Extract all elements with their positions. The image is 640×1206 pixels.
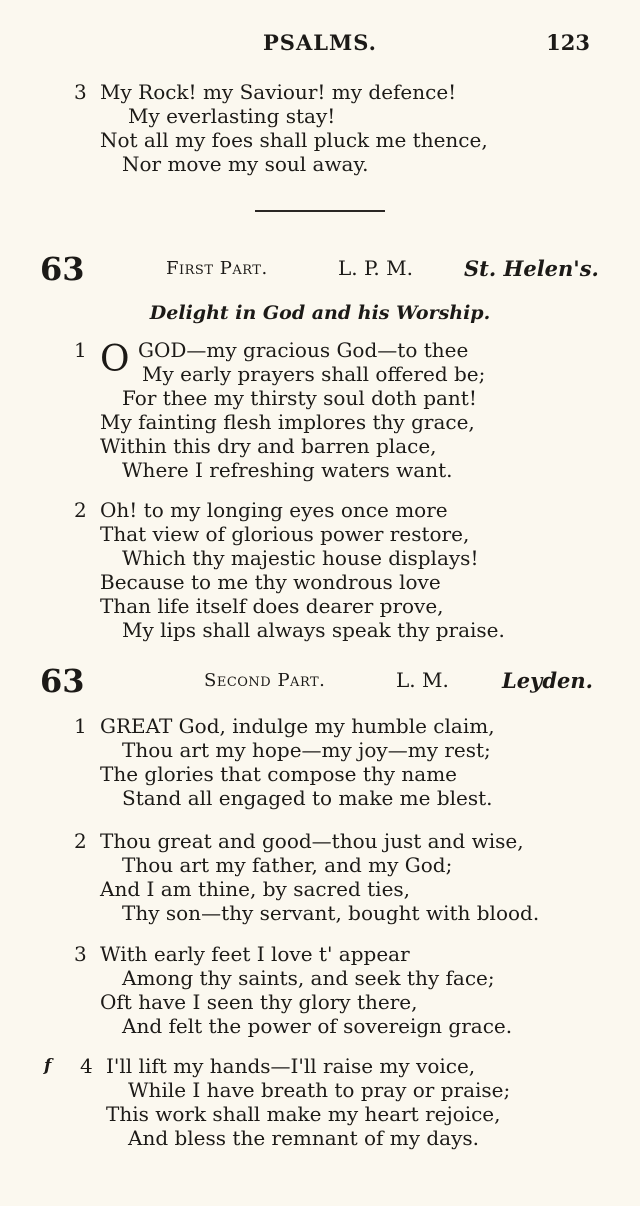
verse-line: [0, 1078, 640, 1102]
continuation-stanza: [0, 80, 640, 176]
stanza: [0, 338, 640, 482]
verse-text: I'll lift my hands—I'll raise my voice,: [106, 1054, 476, 1078]
verse-line: [0, 901, 640, 925]
verse-line: [0, 104, 640, 128]
verse-line: [0, 786, 640, 810]
verse-text: For thee my thirsty soul doth pant!: [122, 386, 477, 410]
meter-label: L. P. M.: [338, 256, 413, 280]
verse-line: [0, 1014, 640, 1038]
verse-text: And felt the power of sovereign grace.: [122, 1014, 513, 1038]
verse-text: That view of glorious power restore,: [100, 522, 470, 546]
verse-text: Because to me thy wondrous love: [100, 570, 441, 594]
verse-text: Not all my foes shall pluck me thence,: [100, 128, 488, 152]
verse-line: [0, 853, 640, 877]
verse-line: [0, 1054, 640, 1078]
verse-line: [0, 738, 640, 762]
stanza-number: 2: [74, 829, 87, 853]
stanza-number: 3: [74, 942, 87, 966]
verse-line: [0, 498, 640, 522]
verse-line: [0, 762, 640, 786]
part-label: Second Part.: [204, 670, 326, 691]
verse-text: And bless the remnant of my days.: [128, 1126, 480, 1150]
verse-line: [0, 458, 640, 482]
tune-name: Leyden.: [502, 668, 593, 693]
meter-label: L. M.: [396, 668, 449, 692]
verse-text: Thou art my father, and my God;: [122, 853, 453, 877]
verse-line: [0, 434, 640, 458]
stanza-number: 1: [74, 338, 87, 362]
verse-text: Thou art my hope—my joy—my rest;: [122, 738, 491, 762]
verse-line: [0, 942, 640, 966]
verse-text: Stand all engaged to make me blest.: [122, 786, 493, 810]
verse-line: [0, 877, 640, 901]
verse-text: My early prayers shall offered be;: [142, 362, 486, 386]
stanza: [0, 829, 640, 925]
hymn-number: 63: [40, 662, 85, 700]
verse-text: Than life itself does dearer prove,: [100, 594, 444, 618]
running-head: [0, 30, 640, 60]
verse-text: Which thy majestic house displays!: [122, 546, 479, 570]
stanza-number: 3: [74, 80, 87, 104]
verse-line: [0, 990, 640, 1014]
verse-text: Among thy saints, and seek thy face;: [122, 966, 495, 990]
verse-text: This work shall make my heart rejoice,: [106, 1102, 501, 1126]
hymn-heading-second-part: [0, 662, 640, 698]
hymn-number: 63: [40, 250, 85, 288]
verse-line: [0, 80, 640, 104]
verse-text: With early feet I love t' appear: [100, 942, 410, 966]
tune-name: St. Helen's.: [464, 256, 599, 281]
stanza: [0, 1054, 640, 1150]
verse-text: GREAT God, indulge my humble claim,: [100, 714, 495, 738]
verse-text: And I am thine, by sacred ties,: [100, 877, 411, 901]
verse-text: While I have breath to pray or praise;: [128, 1078, 511, 1102]
verse-line: [0, 546, 640, 570]
verse-line: [0, 966, 640, 990]
verse-text: Oh! to my longing eyes once more: [100, 498, 448, 522]
page-number: 123: [546, 30, 590, 55]
verse-line: [0, 829, 640, 853]
verse-line: [0, 410, 640, 434]
verse-line: [0, 1126, 640, 1150]
verse-text: Nor move my soul away.: [122, 152, 369, 176]
verse-line: [0, 152, 640, 176]
stanza-number: 1: [74, 714, 87, 738]
verse-line: [0, 338, 640, 362]
verse-text: My lips shall always speak thy praise.: [122, 618, 505, 642]
verse-text: Within this dry and barren place,: [100, 434, 437, 458]
verse-line: [0, 714, 640, 738]
running-title: PSALMS.: [263, 30, 377, 55]
stanza-number: 4: [80, 1054, 93, 1078]
verse-line: [0, 386, 640, 410]
verse-text: The glories that compose thy name: [100, 762, 457, 786]
verse-text: GOD—my gracious God—to thee: [138, 338, 469, 362]
stanza-number: 2: [74, 498, 87, 522]
stanza: [0, 942, 640, 1038]
verse-line: [0, 1102, 640, 1126]
drop-cap: O: [100, 339, 130, 380]
verse-text: My Rock! my Saviour! my defence!: [100, 80, 457, 104]
verse-line: [0, 522, 640, 546]
verse-line: [0, 570, 640, 594]
verse-line: [0, 128, 640, 152]
section-rule: [255, 210, 385, 212]
verse-text: Thy son—thy servant, bought with blood.: [122, 901, 540, 925]
hymn-heading-first-part: [0, 250, 640, 286]
verse-text: Oft have I seen thy glory there,: [100, 990, 418, 1014]
verse-text: Where I refreshing waters want.: [122, 458, 453, 482]
dynamic-mark: f: [44, 1056, 52, 1076]
hymn-subject: Delight in God and his Worship.: [149, 302, 491, 324]
verse-text: My fainting flesh implores thy grace,: [100, 410, 475, 434]
verse-line: [0, 362, 640, 386]
stanza: [0, 714, 640, 810]
verse-line: [0, 618, 640, 642]
verse-line: [0, 594, 640, 618]
verse-text: My everlasting stay!: [128, 104, 336, 128]
part-label: First Part.: [166, 258, 268, 279]
verse-text: Thou great and good—thou just and wise,: [100, 829, 524, 853]
stanza: [0, 498, 640, 642]
